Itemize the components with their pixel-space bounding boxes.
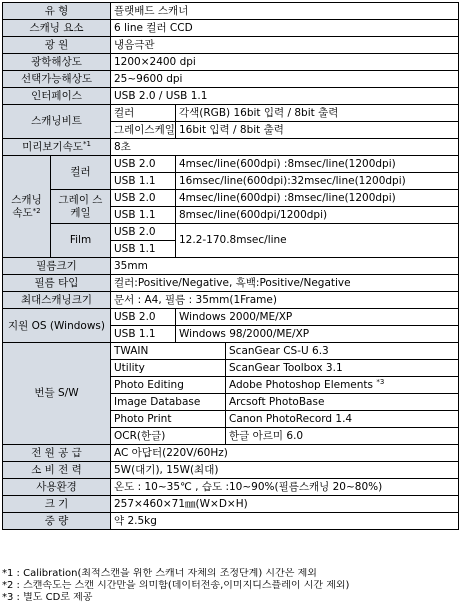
row-scan-element [3,20,459,37]
value-type: 플랫배드 스캐너 [111,3,459,20]
row-preview-speed [3,139,459,156]
sw-name: Utility [111,360,226,377]
sw-value: Adobe Photoshop Elements $^{*3}$ [226,377,459,394]
sw-value: Arcsoft PhotoBase [226,394,459,411]
speed-color-usb1: USB 1.1 [111,173,176,190]
row-selectable-res [3,71,459,88]
row-speed-film-usb2 [3,224,459,241]
value-preview-speed: 8초 [111,139,459,156]
label-speed-gray: 그레이 스케일 [51,190,111,224]
sw-name: OCR(한글) [111,428,226,445]
speed-film-usb1: USB 1.1 [111,241,176,258]
speed-gray-usb2: USB 2.0 [111,190,176,207]
row-scan-bits-color [3,105,459,122]
row-os-usb2 [3,309,459,326]
row-film-size [3,258,459,275]
speed-color-usb2-value: 4msec/line(600dpi) :8msec/line(1200dpi) [176,156,459,173]
label-supported-os: 지원 OS (Windows) [3,309,111,343]
value-interface: USB 2.0 / USB 1.1 [111,88,459,105]
label-max-scan-size: 최대스캐닝크기 [3,292,111,309]
scan-bits-color-label: 컬러 [111,105,176,122]
label-power-supply: 전 원 공 급 [3,445,111,462]
row-interface [3,88,459,105]
footnote: *2 : 스캔속도는 스캔 시간만을 의미함(데이터전송,이미지디스플레이 시간 제외) [2,580,350,591]
row-environment [3,479,459,496]
row-light-source [3,37,459,54]
sw-name: Image Database [111,394,226,411]
row-weight [3,513,459,530]
row-type [3,3,459,20]
row-optical-res [3,54,459,71]
row-size [3,496,459,513]
label-scan-speed: 스캐닝 속도$^{*2}$ [3,156,51,258]
row-film-type [3,275,459,292]
label-speed-color: 컬러 [51,156,111,190]
speed-film-value: 12.2-170.8msec/line [176,224,459,258]
os-usb1: USB 1.1 [111,326,176,343]
sw-value: ScanGear Toolbox 3.1 [226,360,459,377]
footnote-mark-1: *1 [82,139,91,148]
value-weight: 약 2.5kg [111,513,459,530]
label-selectable-res: 선택가능해상도 [3,71,111,88]
label-scan-element: 스캐닝 요소 [3,20,111,37]
value-size: 257×460×71㎜(W×D×H) [111,496,459,513]
label-optical-res: 광학해상도 [3,54,111,71]
scan-bits-gray-value: 16bit 입력 / 8bit 출력 [176,122,459,139]
value-selectable-res: 25~9600 dpi [111,71,459,88]
row-speed-color-usb2 [3,156,459,173]
label-bundle-sw: 번들 S/W [3,343,111,445]
speed-gray-usb2-value: 4msec/line(600dpi) :8msec/line(1200dpi) [176,190,459,207]
value-environment: 온도 : 10~35℃ , 습도 :10~90%(필름스캐닝 20~80%) [111,479,459,496]
scan-bits-color-value: 각색(RGB) 16bit 입력 / 8bit 출력 [176,105,459,122]
speed-color-usb1-value: 16msec/line(600dpi):32msec/line(1200dpi) [176,173,459,190]
label-interface: 인터페이스 [3,88,111,105]
footnotes [2,568,458,604]
label-scan-bits: 스캐닝비트 [3,105,111,139]
os-usb1-value: Windows 98/2000/ME/XP [176,326,459,343]
label-preview-speed: 미리보기속도$^{*1}$ [3,139,111,156]
footnote-mark-3: *3 [376,377,385,386]
label-environment: 사용환경 [3,479,111,496]
label-light-source: 광 원 [3,37,111,54]
value-power-supply: AC 아답터(220V/60Hz) [111,445,459,462]
label-type: 유 형 [3,3,111,20]
value-max-scan-size: 문서 : A4, 필름 : 35mm(1Frame) [111,292,459,309]
label-speed-film: Film [51,224,111,258]
row-power-consumption [3,462,459,479]
sw-name: Photo Print [111,411,226,428]
os-usb2-value: Windows 2000/ME/XP [176,309,459,326]
scan-bits-gray-label: 그레이스케일 [111,122,176,139]
row-power-supply [3,445,459,462]
label-power-consumption: 소 비 전 력 [3,462,111,479]
label-weight: 중 량 [3,513,111,530]
label-film-size: 필름크기 [3,258,111,275]
sw-value: 한글 아르미 6.0 [226,428,459,445]
footnote: *1 : Calibration(최적스캔을 위한 스캐너 자체의 조정단계) 시간은 제외 [2,568,317,579]
row-sw-twain [3,343,459,360]
speed-film-usb2: USB 2.0 [111,224,176,241]
speed-gray-usb1: USB 1.1 [111,207,176,224]
row-speed-gray-usb2 [3,190,459,207]
value-light-source: 냉음극관 [111,37,459,54]
sw-value: ScanGear CS-U 6.3 [226,343,459,360]
label-film-type: 필름 타입 [3,275,111,292]
value-film-type: 컬러:Positive/Negative, 흑백:Positive/Negative [111,275,459,292]
spec-table [2,2,459,530]
footnote: *3 : 별도 CD로 제공 [2,592,93,603]
sw-name: TWAIN [111,343,226,360]
label-size: 크 기 [3,496,111,513]
row-max-scan-size [3,292,459,309]
sw-name: Photo Editing [111,377,226,394]
value-optical-res: 1200×2400 dpi [111,54,459,71]
os-usb2: USB 2.0 [111,309,176,326]
speed-color-usb2: USB 2.0 [111,156,176,173]
value-scan-element: 6 line 컬러 CCD [111,20,459,37]
speed-gray-usb1-value: 8msec/line(600dpi/1200dpi) [176,207,459,224]
value-power-consumption: 5W(대기), 15W(최대) [111,462,459,479]
footnote-mark-2: *2 [32,206,41,215]
sw-value: Canon PhotoRecord 1.4 [226,411,459,428]
value-film-size: 35mm [111,258,459,275]
